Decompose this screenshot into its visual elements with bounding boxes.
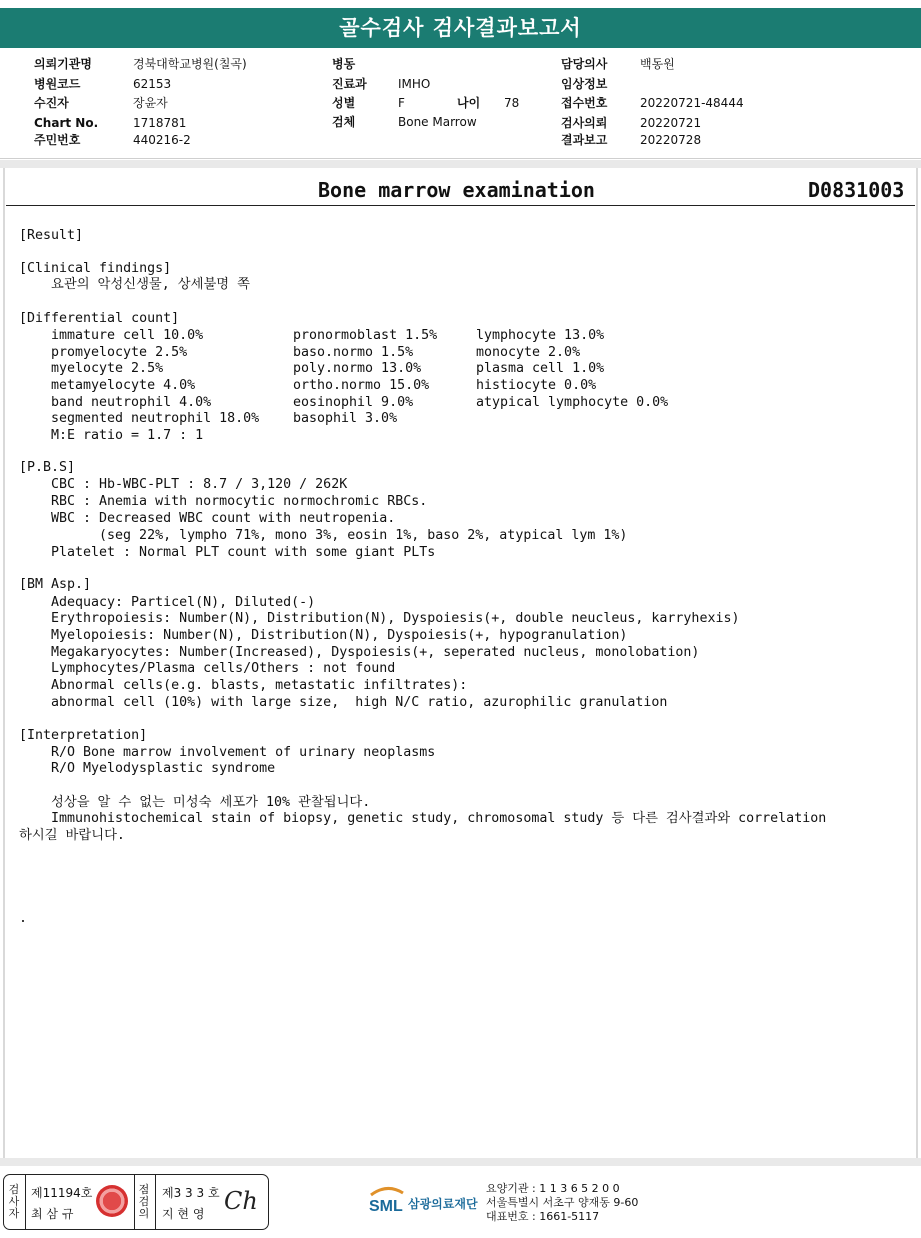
reviewer-name: 지 현 영 (162, 1207, 205, 1221)
exam-title: Bone marrow examination (318, 178, 595, 202)
trailing-dot: . (19, 911, 28, 926)
pbs-line: RBC : Anemia with normocytic normochromic RBCs. (51, 494, 428, 509)
institution-name: 경북대학교병원(칠곡) (133, 57, 247, 71)
bm-line: Erythropoiesis: Number(N), Distribution(N), Dyspoiesis(+, double neucleus, karryhexis) (51, 611, 740, 626)
bm-line: abnormal cell (10%) with large size, high N/C ratio, azurophilic granulation (51, 695, 668, 710)
patient-name: 장윤자 (133, 96, 168, 110)
department: IMHO (398, 77, 431, 91)
interpretation-line: R/O Bone marrow involvement of urinary neoplasms (51, 745, 436, 760)
interpretation-heading: [Interpretation] (19, 728, 148, 743)
hospital-code: 62153 (133, 77, 172, 91)
interpretation-line: R/O Myelodysplastic syndrome (51, 761, 276, 776)
diff-item: poly.normo 13.0% (293, 361, 422, 376)
bm-line: Myelopoiesis: Number(N), Distribution(N), Dyspoiesis(+, hypogranulation) (51, 628, 628, 643)
resident-number: 440216-2 (133, 133, 191, 147)
signature: Ch (224, 1187, 258, 1215)
report-title: 골수검사 검사결과보고서 (0, 8, 921, 48)
diff-item: plasma cell 1.0% (476, 361, 605, 376)
note-tail: 하시길 바랍니다. (19, 828, 125, 843)
attending-doctor: 백동원 (640, 57, 675, 71)
request-date: 20220721 (640, 116, 702, 130)
org-address: 서울특별시 서초구 양재동 9-60 (486, 1196, 639, 1209)
org-phone: 대표번호 : 1661-5117 (486, 1210, 600, 1223)
header-label: 진료과 (332, 77, 367, 91)
pbs-line: WBC : Decreased WBC count with neutropenia. (51, 511, 396, 526)
examiner-name: 최 삼 규 (31, 1207, 74, 1221)
diff-item: promyelocyte 2.5% (51, 345, 188, 360)
frame-left (3, 168, 5, 1158)
divider (25, 1175, 26, 1229)
bm-heading: [BM Asp.] (19, 577, 92, 592)
chart-number: 1718781 (133, 116, 187, 130)
official-seal-icon (96, 1185, 128, 1217)
header-label: 접수번호 (561, 96, 608, 110)
result-heading: [Result] (19, 228, 84, 243)
header-label: 임상정보 (561, 77, 608, 91)
diff-item: ortho.normo 15.0% (293, 378, 430, 393)
header-label: 주민번호 (34, 133, 81, 147)
pbs-line: (seg 22%, lympho 71%, mono 3%, eosin 1%, baso 2%, atypical lym 1%) (51, 528, 628, 543)
header-label: 검체 (332, 115, 356, 129)
report-date: 20220728 (640, 133, 702, 147)
diff-item: monocyte 2.0% (476, 345, 581, 360)
receipt-number: 20220721-48444 (640, 96, 744, 110)
exam-divider (6, 205, 915, 206)
divider (155, 1175, 156, 1229)
divider (134, 1175, 135, 1229)
diff-item: lymphocyte 13.0% (476, 328, 605, 343)
header-divider (0, 158, 921, 159)
examiner-license: 제11194호 (31, 1186, 93, 1200)
diff-item: immature cell 10.0% (51, 328, 204, 343)
bm-line: Adequacy: Particel(N), Diluted(-) (51, 595, 316, 610)
exam-code: D0831003 (808, 178, 905, 202)
header-label: 병원코드 (34, 77, 81, 91)
clinical-text: 요관의 악성신생물, 상세불명 쪽 (51, 277, 251, 292)
bm-line: Lymphocytes/Plasma cells/Others : not found (51, 661, 396, 676)
bm-line: Abnormal cells(e.g. blasts, metastatic infiltrates): (51, 678, 468, 693)
frame-right (916, 168, 918, 1158)
diff-item: baso.normo 1.5% (293, 345, 414, 360)
diff-item: myelocyte 2.5% (51, 361, 164, 376)
diff-item: histiocyte 0.0% (476, 378, 597, 393)
sex: F (398, 96, 405, 110)
reviewer-license: 제3 3 3 호 (162, 1186, 220, 1200)
org-name: 삼광의료재단 (408, 1197, 478, 1211)
pbs-line: CBC : Hb-WBC-PLT : 8.7 / 3,120 / 262K (51, 477, 348, 492)
sml-logo-icon (367, 1181, 407, 1225)
header-band (0, 160, 921, 168)
header-label: 수진자 (34, 96, 69, 110)
diff-item: pronormoblast 1.5% (293, 328, 438, 343)
diff-item: segmented neutrophil 18.0% (51, 411, 260, 426)
signature-box (3, 1174, 269, 1230)
clinical-heading: [Clinical findings] (19, 261, 172, 276)
diff-item: eosinophil 9.0% (293, 395, 414, 410)
specimen: Bone Marrow (398, 115, 477, 129)
pbs-heading: [P.B.S] (19, 460, 76, 475)
diff-item: band neutrophil 4.0% (51, 395, 212, 410)
header-label: 의뢰기관명 (34, 57, 92, 71)
reviewer-label: 점검의 (138, 1183, 150, 1220)
header-label: Chart No. (34, 116, 99, 130)
pbs-line: Platelet : Normal PLT count with some giant PLTs (51, 545, 436, 560)
note-line: Immunohistochemical stain of biopsy, genetic study, chromosomal study 등 다른 검사결과와 correlation (51, 811, 827, 826)
org-logo-text: SML (369, 1198, 403, 1215)
me-ratio: M:E ratio = 1.7 : 1 (51, 428, 204, 443)
header-label: 담당의사 (561, 57, 608, 71)
header-label: 병동 (332, 57, 356, 71)
header-label: 나이 (457, 96, 481, 110)
header-label: 결과보고 (561, 133, 608, 147)
bm-line: Megakaryocytes: Number(Increased), Dyspoiesis(+, seperated nucleus, monolobation) (51, 645, 700, 660)
age: 78 (504, 96, 520, 110)
examiner-label: 검사자 (8, 1183, 20, 1220)
footer-band (0, 1158, 921, 1166)
header-label: 성별 (332, 96, 356, 110)
diff-item: atypical lymphocyte 0.0% (476, 395, 669, 410)
note-line: 성상을 알 수 없는 미성숙 세포가 10% 관찰됩니다. (51, 795, 371, 810)
header-label: 검사의뢰 (561, 116, 608, 130)
diff-item: metamyelocyte 4.0% (51, 378, 196, 393)
org-code: 요양기관 : 1 1 3 6 5 2 0 0 (486, 1182, 620, 1195)
diff-heading: [Differential count] (19, 311, 180, 326)
diff-item: basophil 3.0% (293, 411, 398, 426)
